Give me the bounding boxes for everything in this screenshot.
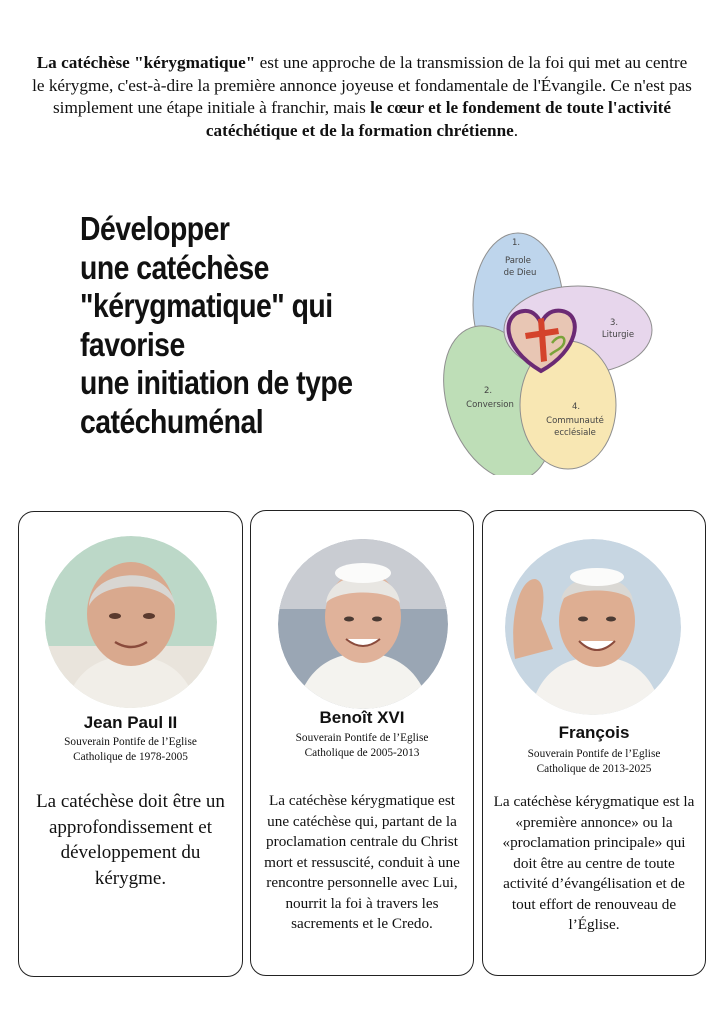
pope-role-line-1: Souverain Pontife de l’Eglise [295,732,429,744]
venn-num-4: 4. [571,402,581,412]
intro-text-1: est une approche de la transmission de la foi qui met au centre le kérygme, c'est-à-dire la première annonce joyeuse et fondamentale de l'Évangile. Ce n'est pas simplement une étape initiale à franchir, mais [32,53,692,118]
venn-label-communaute-2: ecclésiale [554,428,596,438]
headline-line: Développer [80,210,230,247]
pope-role-line-1: Souverain Pontife de l’Eglise [64,736,197,748]
intro-mid-bold: le cœur et le fondement de toute l'activité catéchétique et de la formation chrétienne [205,98,672,140]
pope-quote: La catéchèse kérygmatique est une catéchèse qui, partant de la proclamation centrale du Christ mort et ressuscité, conduit à une rencontre personnelle avec Lui, nourrit la foi à travers les sacrements et le Credo. [264,792,460,932]
pope-role-line-2: Catholique de 2005-2013 [304,747,420,759]
intro-text-2: . [513,120,519,140]
pope-card-jean-paul-ii [18,511,243,977]
headline-line: "kérygmatique" qui [80,287,333,324]
pope-name: Benoît XVI [319,708,405,727]
venn-label-parole-2: de Dieu [503,268,537,278]
headline-line: une initiation de type [80,364,353,401]
venn-num-3: 3. [609,318,619,328]
pope-role-line-1: Souverain Pontife de l’Eglise [527,748,661,760]
venn-num-1: 1. [511,238,521,248]
headline-line: favorise [80,325,185,363]
pope-quote: La catéchèse doit être un approfondissement et développement du kérygme. [36,791,225,889]
venn-label-communaute-1: Communauté [546,416,604,426]
venn-label-parole-1: Parole [504,256,532,266]
pope-name: François [558,723,630,742]
venn-diagram [440,225,660,475]
pope-card-francois [482,510,706,976]
pope-quote: La catéchèse kérygmatique est la «première annonce» ou la «proclamation principale» qui doit être au centre de toute activité d’évangélisation et de tout effort de renouveau de l’Église. [493,793,695,933]
portrait-jean-paul-ii [45,536,217,708]
headline [80,210,390,441]
pope-card-benoit-xvi [250,510,474,976]
intro-lead-bold: La catéchèse "kérygmatique" [36,53,256,72]
pope-name: Jean Paul II [83,713,178,732]
headline-line: une catéchèse [80,248,269,286]
headline-line: catéchuménal [80,402,264,440]
pope-role-line-2: Catholique de 2013-2025 [536,763,652,775]
venn-num-2: 2. [483,386,493,396]
pope-role-line-2: Catholique de 1978-2005 [73,751,188,763]
venn-label-conversion: Conversion [466,400,514,410]
portrait-benoit-xvi [278,539,448,709]
venn-label-liturgie: Liturgie [601,330,635,340]
portrait-francois [505,539,681,715]
intro-paragraph [30,52,694,142]
